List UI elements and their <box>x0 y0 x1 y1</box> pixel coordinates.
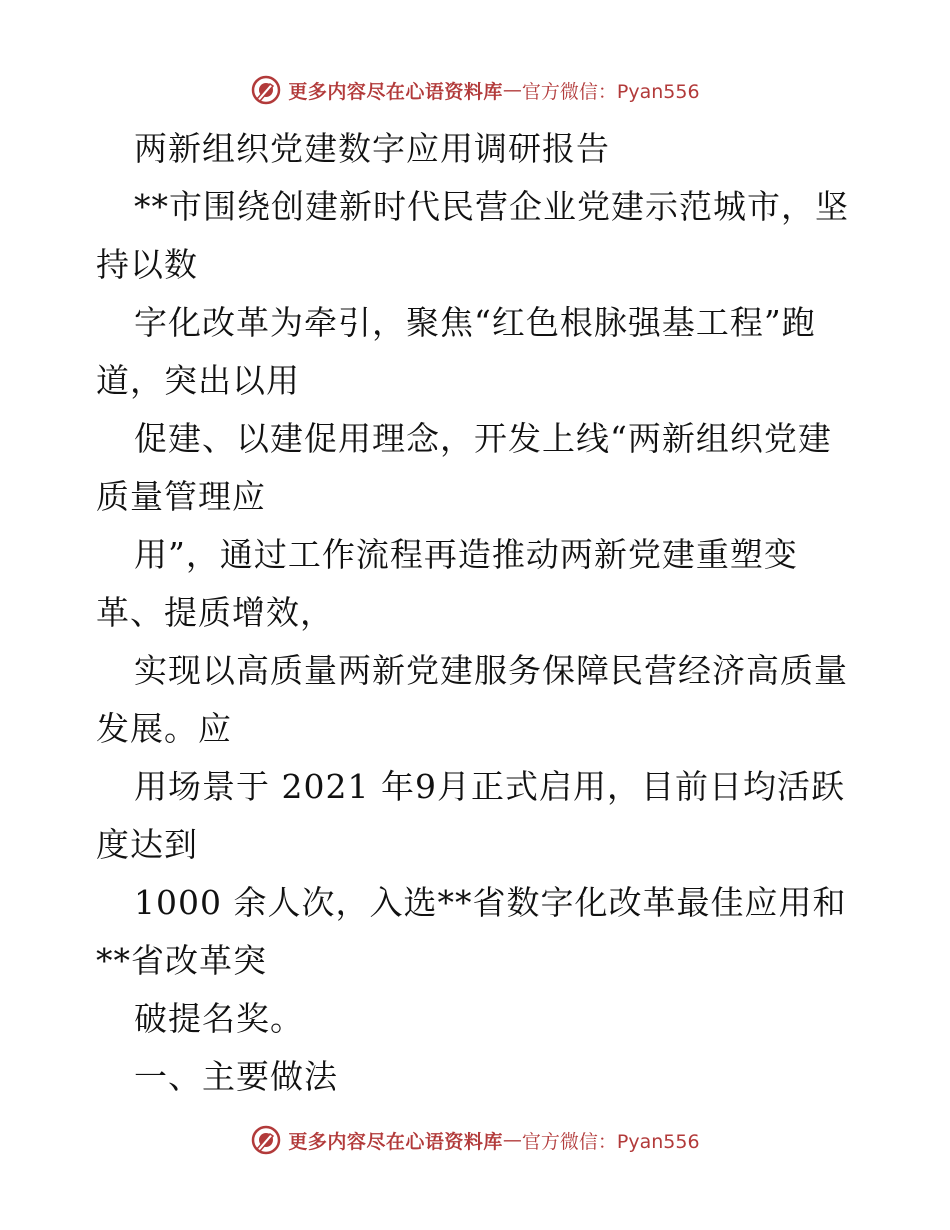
paragraph-line: 促建、以建促用理念，开发上线“两新组织党建 <box>134 419 832 458</box>
pen-logo-icon <box>250 74 282 106</box>
paragraph-line: **市围绕创建新时代民营企业党建示范城市，坚 <box>134 187 849 226</box>
watermark-header <box>0 70 950 110</box>
document-body <box>96 120 856 1106</box>
paragraph-line: 实现以高质量两新党建服务保障民营经济高质量 <box>134 651 848 690</box>
paragraph-line: 道，突出以用 <box>96 361 300 400</box>
paragraph-line: 破提名奖。 <box>134 999 304 1038</box>
paragraph-line: 革、提质增效， <box>96 593 334 632</box>
paragraph-line: 用”，通过工作流程再造推动两新党建重塑变 <box>134 535 798 574</box>
document-title: 两新组织党建数字应用调研报告 <box>134 129 610 168</box>
watermark-footer <box>0 1120 950 1160</box>
watermark-main-text: 更多内容尽在心语资料库 <box>288 1130 503 1153</box>
section-heading: 一、主要做法 <box>134 1057 338 1096</box>
watermark-separator: — <box>502 79 522 101</box>
watermark-sub-text: 官方微信：Pyan556 <box>521 80 700 103</box>
paragraph-line: 持以数 <box>96 245 198 284</box>
paragraph-line: 用场景于 2021 年9月正式启用，目前日均活跃 <box>134 767 845 806</box>
watermark-separator: — <box>502 1129 522 1151</box>
watermark-main-text: 更多内容尽在心语资料库 <box>288 80 503 103</box>
paragraph-line: 1000 余人次，入选**省数字化改革最佳应用和 <box>134 883 847 922</box>
watermark-sub-text: 官方微信：Pyan556 <box>521 1130 700 1153</box>
paragraph-line: 发展。应 <box>96 709 232 748</box>
pen-logo-icon <box>250 1124 282 1156</box>
paragraph-line: 质量管理应 <box>96 477 266 516</box>
paragraph-line: 字化改革为牵引，聚焦“红色根脉强基工程”跑 <box>134 303 816 342</box>
paragraph-line: **省改革突 <box>96 941 267 980</box>
paragraph-line: 度达到 <box>96 825 198 864</box>
